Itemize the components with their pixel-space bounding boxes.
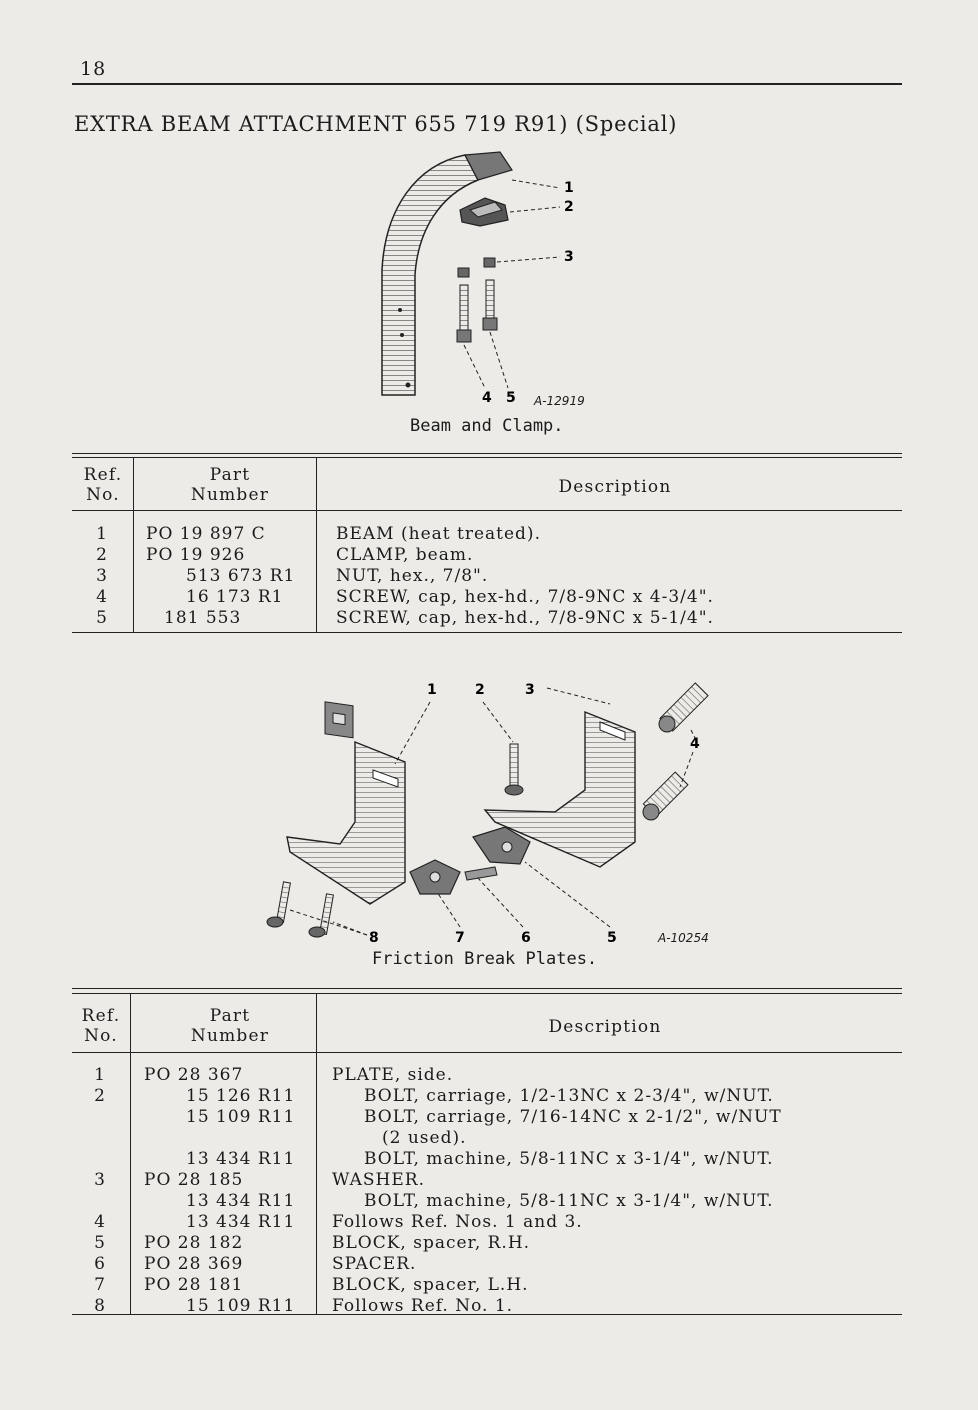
table-top-rule	[72, 457, 902, 458]
callout-2: 2	[564, 199, 574, 215]
figure-caption: Beam and Clamp.	[410, 416, 564, 436]
callout-3: 3	[525, 682, 535, 698]
callout-7: 7	[455, 930, 465, 946]
figure-caption: Friction Break Plates.	[372, 949, 598, 969]
table-top-rule	[72, 993, 902, 994]
column-divider	[316, 993, 317, 1314]
friction-break-plates-illustration	[255, 672, 745, 952]
beam-icon	[382, 152, 512, 395]
side-plate-icon	[287, 742, 405, 904]
column-divider	[133, 457, 134, 632]
figure-code: A-10254	[658, 931, 709, 945]
table-header-rule	[72, 510, 902, 511]
callout-4: 4	[690, 736, 700, 752]
callout-3: 3	[564, 249, 574, 265]
header-description: Description	[558, 477, 672, 497]
callout-5: 5	[506, 390, 516, 406]
callout-1: 1	[427, 682, 437, 698]
header-ref-no: Ref. No.	[81, 1006, 121, 1046]
table-top-rule	[72, 988, 902, 989]
bolt-icon	[309, 894, 333, 937]
bolt-icon	[643, 772, 688, 820]
callout-4: 4	[482, 390, 492, 406]
callout-6: 6	[521, 930, 531, 946]
column-divider	[316, 457, 317, 632]
spacer-icon	[465, 867, 497, 880]
beam-and-clamp-illustration	[360, 140, 620, 415]
header-ref-no: Ref. No.	[83, 465, 123, 505]
callout-2: 2	[475, 682, 485, 698]
column-divider	[130, 993, 131, 1314]
page-number: 18	[80, 58, 107, 80]
figure-code: A-12919	[534, 394, 585, 408]
table-bottom-rule	[72, 632, 902, 633]
callout-8: 8	[369, 930, 379, 946]
header-rule	[72, 83, 902, 85]
clamp-icon	[460, 198, 508, 226]
callout-5: 5	[607, 930, 617, 946]
nut-icon	[484, 258, 495, 267]
nut-icon	[458, 268, 469, 277]
page-title: EXTRA BEAM ATTACHMENT 655 719 R91) (Special)	[74, 112, 678, 136]
bolt-icon	[267, 882, 290, 927]
header-description: Description	[548, 1017, 662, 1037]
header-part-number: Part Number	[190, 1006, 270, 1046]
screw-icon	[483, 280, 497, 330]
header-part-number: Part Number	[190, 465, 270, 505]
table-top-rule	[72, 453, 902, 454]
callout-1: 1	[564, 180, 574, 196]
bolt-icon	[510, 744, 518, 786]
bolt-icon	[659, 683, 708, 732]
table-header-rule	[72, 1052, 902, 1053]
screw-icon	[457, 285, 471, 342]
